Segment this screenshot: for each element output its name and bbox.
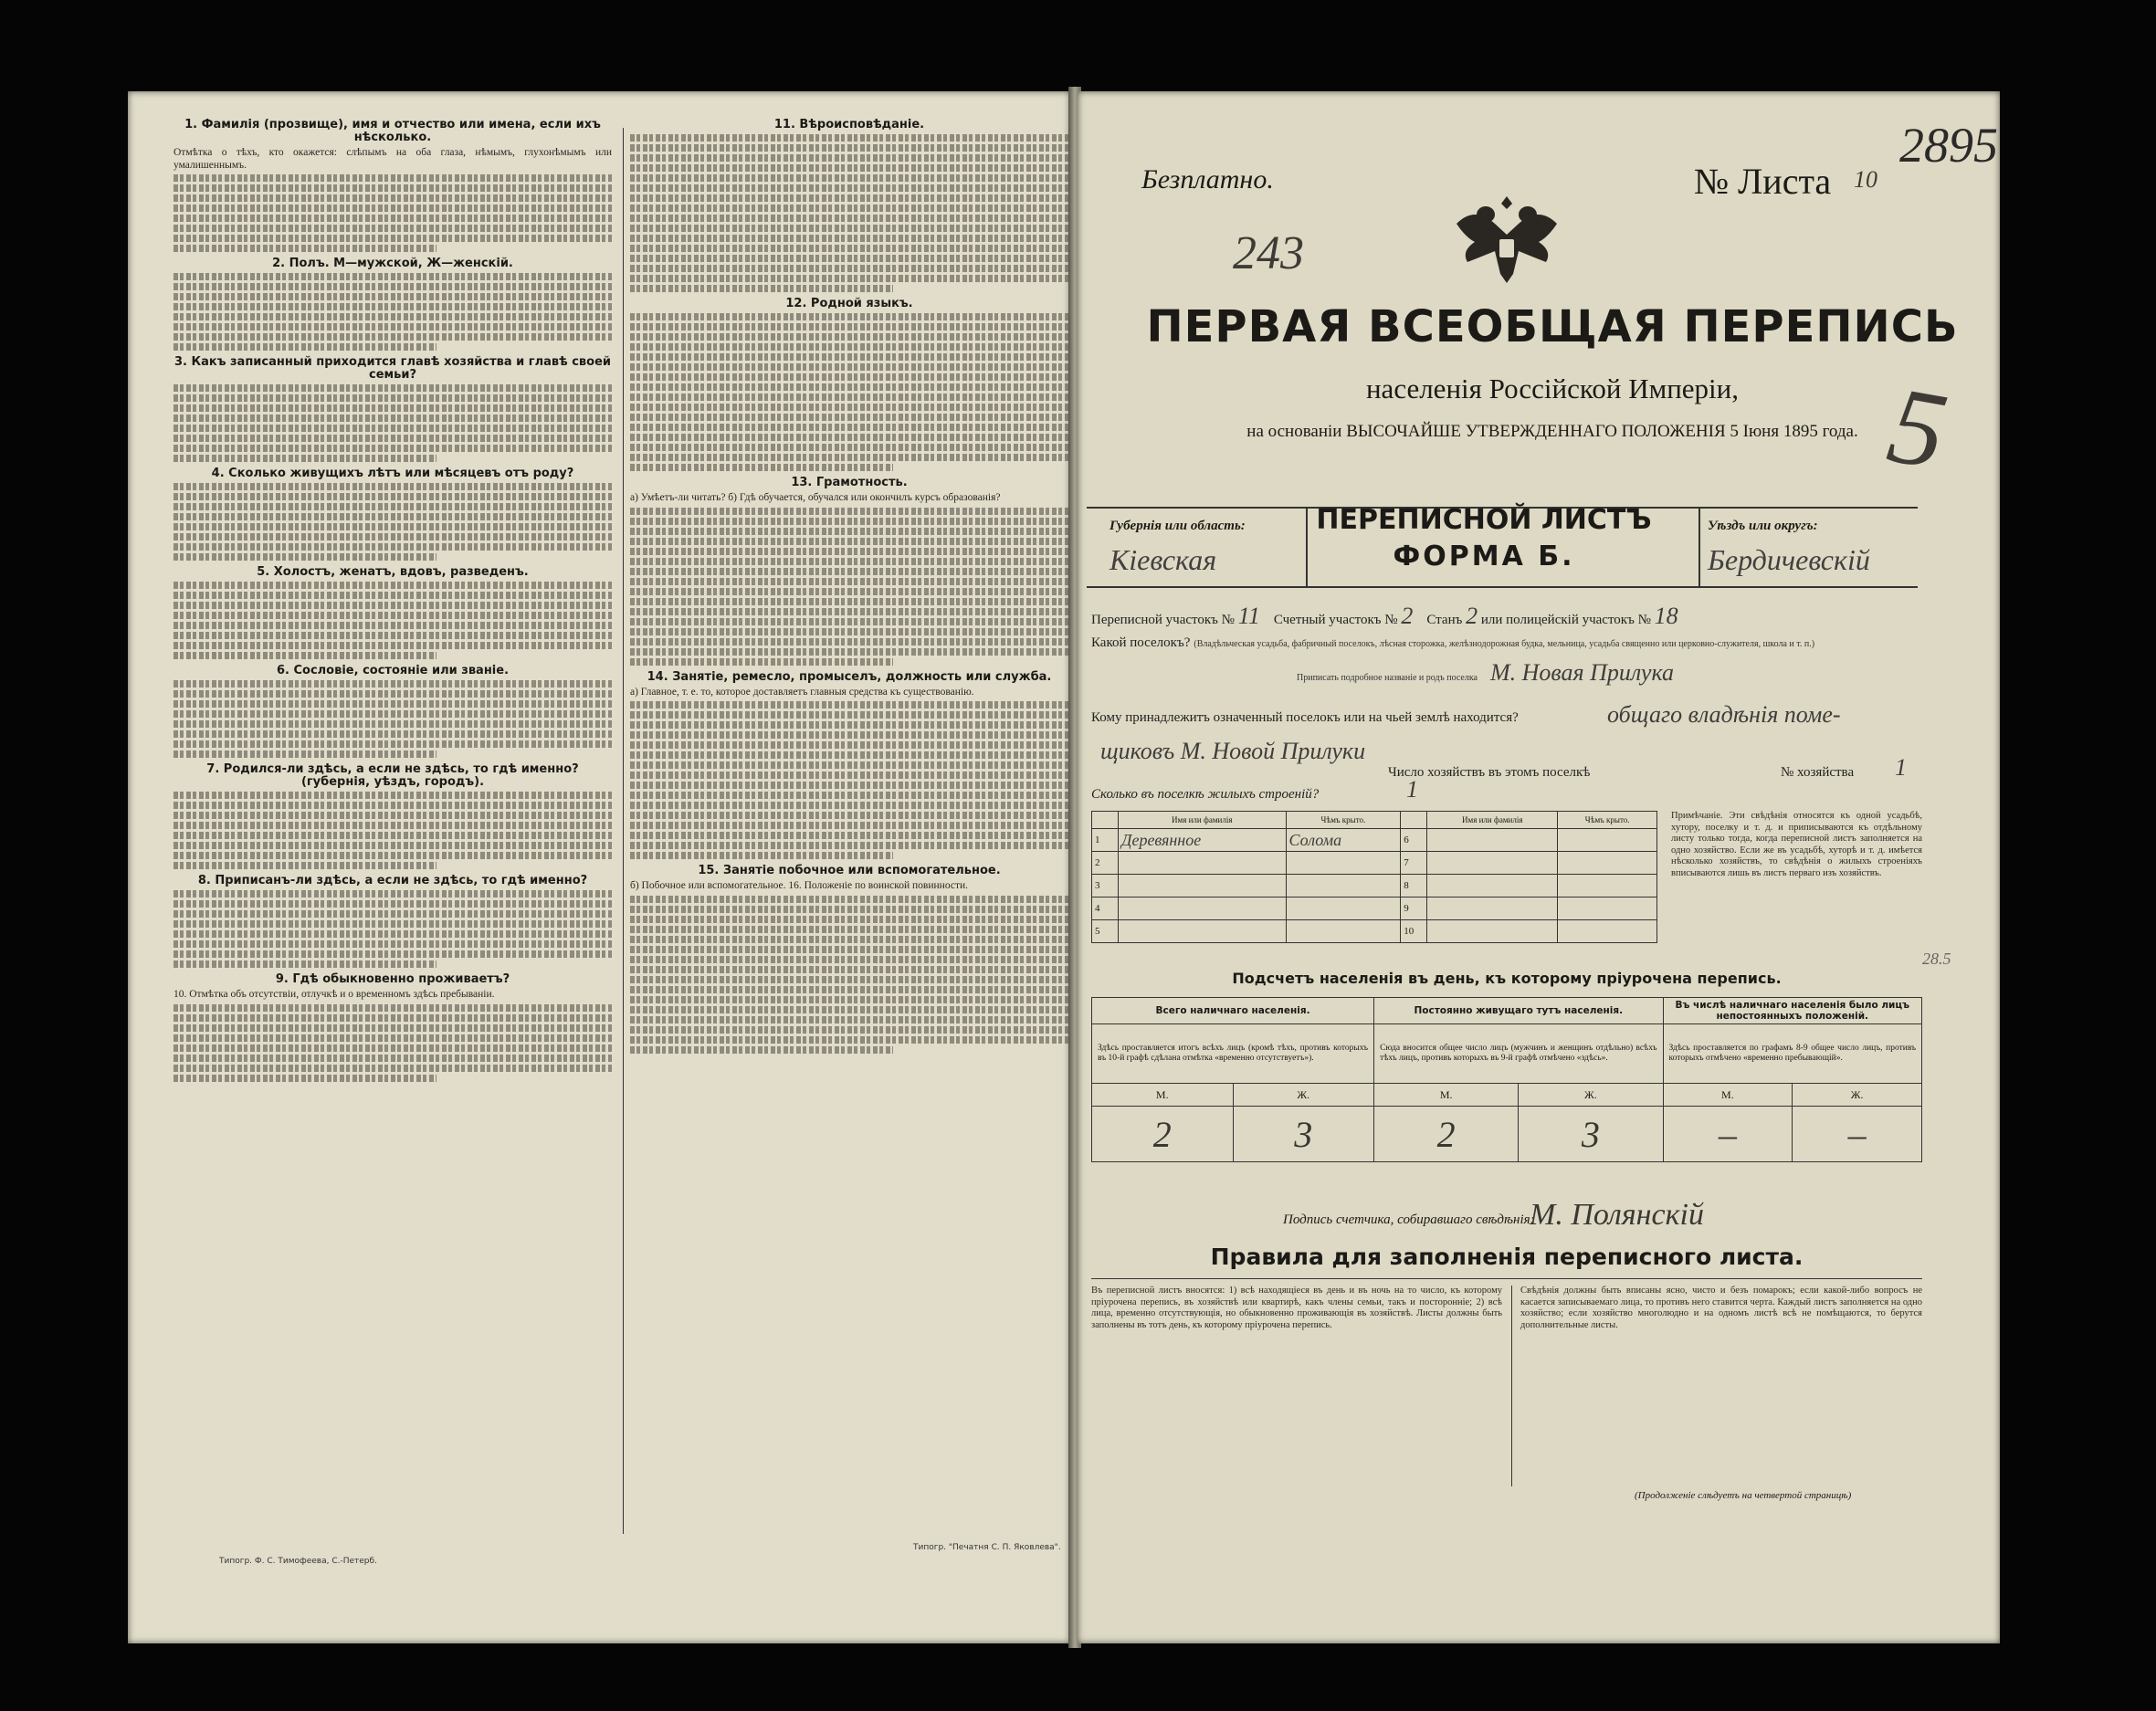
body-text-line — [174, 852, 612, 859]
body-text-line — [630, 598, 1068, 605]
row-number-2: 10 — [1401, 920, 1427, 943]
district-c-value: 2 — [1466, 603, 1478, 629]
body-text-line — [174, 740, 612, 748]
buildings-value: 1 — [1406, 776, 1418, 803]
body-text-line — [630, 812, 1068, 819]
count-desc-temporary: Здѣсь проставляется по графамъ 8-9 общее число лицъ, противъ которыхъ отмѣчено «временно пребывающій». — [1663, 1024, 1921, 1084]
body-text-line — [630, 548, 1068, 555]
body-text-line — [630, 832, 1068, 839]
body-text-line — [174, 415, 612, 422]
row-number-2: 9 — [1401, 897, 1427, 920]
body-text-line — [174, 313, 612, 320]
corner-archive-number: 2895 — [1899, 118, 1998, 173]
body-text-line — [630, 538, 1068, 545]
body-text-line — [174, 523, 612, 530]
document-title: ПЕРВАЯ ВСЕОБЩАЯ ПЕРЕПИСЬ — [1146, 301, 1959, 352]
body-text-line — [174, 1075, 436, 1082]
instruction-heading: 6. Сословіе, состояніе или званіе. — [276, 664, 510, 678]
body-text-line — [630, 1016, 1068, 1023]
table-row — [1092, 920, 1657, 943]
instruction-heading: 8. Приписанъ-ли здѣсь, а если не здѣсь, то гдѣ именно? — [197, 874, 588, 888]
double-headed-eagle-icon — [1438, 187, 1575, 288]
body-text-line — [630, 751, 1068, 759]
row-number-2: 7 — [1401, 852, 1427, 875]
body-text-line — [630, 792, 1068, 799]
count-header-permanent: Постоянно живущаго тутъ населенія. — [1374, 998, 1663, 1024]
body-text-line — [630, 424, 1068, 431]
count-value: 3 — [1519, 1107, 1663, 1162]
body-text-line — [174, 1065, 612, 1072]
body-text-line — [630, 638, 1068, 646]
body-text-line — [630, 802, 1068, 809]
buildings-note: Примѣчаніе. Эти свѣдѣнія относятся къ одной усадьбѣ, хутору, поселку и т. д. и приписываются къ отдѣльному листу только тогда, когда переписной листъ заполняется на одно хозяйство. Если же въ усадьбѣ, хуторѣ и т. д. имѣется нѣсколько хозяйствъ, то свѣдѣнія о жилыхъ строеніяхъ вписываются лишь въ листъ перваго изъ хозяйствъ. — [1671, 811, 1922, 878]
body-text-line — [630, 444, 1068, 451]
body-text-line — [630, 285, 893, 292]
count-value: 2 — [1092, 1107, 1234, 1162]
bt-header-name-2: Имя или фамилія — [1427, 812, 1558, 829]
buildings-table — [1091, 811, 1657, 943]
signature-value: М. Полянскій — [1530, 1198, 1704, 1232]
body-text-line — [630, 454, 1068, 461]
household-number-value: 1 — [1895, 754, 1907, 781]
body-text-line — [630, 184, 1068, 192]
free-label: Безплатно. — [1141, 164, 1274, 194]
province-value: Кіевская — [1110, 543, 1217, 576]
body-text-line — [174, 293, 612, 300]
body-text-line — [630, 394, 1068, 401]
body-text-line — [174, 533, 612, 541]
district-a-label: Переписной участокъ № — [1091, 613, 1235, 627]
instruction-body: а) Умѣетъ-ли читать? б) Гдѣ обучается, обучался или окончилъ курсъ образованія? — [630, 492, 1001, 503]
printer-footer-right: Типогр. "Печатня С. П. Яковлева". — [913, 1543, 1061, 1552]
sheet-number-value: 10 — [1854, 166, 1877, 193]
body-text-line — [630, 194, 1068, 202]
table-row — [1092, 852, 1657, 875]
body-text-line — [630, 558, 1068, 565]
sheet-number-label: № Листа — [1694, 161, 1832, 202]
form-subtitle: ФОРМА Б. — [1393, 541, 1575, 572]
body-text-line — [630, 996, 1068, 1003]
sex-zh: Ж. — [1793, 1084, 1922, 1107]
settlement-label: Какой поселокъ? — [1091, 635, 1191, 650]
body-text-line — [630, 373, 1068, 381]
row-number: 4 — [1092, 897, 1119, 920]
header-divider-left — [1306, 507, 1308, 586]
body-text-line — [174, 720, 612, 728]
left-column-b — [630, 119, 1068, 1543]
body-text-line — [630, 1026, 1068, 1034]
body-text-line — [630, 323, 1068, 331]
count-value: 2 — [1374, 1107, 1519, 1162]
instruction-body: Отмѣтка о тѣхъ, кто окажется: слѣпымъ на оба глаза, нѣмымъ, глухонѣмымъ или умалишеннымъ. — [174, 147, 612, 171]
building-name: Деревянное — [1119, 829, 1287, 852]
instruction-section — [174, 467, 612, 561]
body-text-line — [630, 986, 1068, 993]
district-line — [1091, 603, 1678, 630]
body-text-line — [630, 333, 1068, 341]
body-text-line — [630, 568, 1068, 575]
body-text-line — [174, 700, 612, 708]
instruction-section — [630, 119, 1068, 292]
body-text-line — [174, 343, 436, 351]
body-text-line — [630, 946, 1068, 953]
body-text-line — [630, 1006, 1068, 1013]
body-text-line — [174, 445, 612, 452]
pencil-mark: 5 — [1879, 362, 1956, 493]
body-text-line — [174, 582, 612, 589]
rules-continued: (Продолженіе слѣдуетъ на четвертой страницѣ) — [1635, 1490, 1852, 1501]
body-text-line — [174, 642, 612, 649]
count-value: 3 — [1233, 1107, 1374, 1162]
body-text-line — [174, 680, 612, 688]
body-text-line — [174, 283, 612, 290]
count-header-temporary: Въ числѣ наличнаго населенія было лицъ непостоянныхъ положеній. — [1663, 998, 1921, 1024]
instruction-heading: 7. Родился-ли здѣсь, а если не здѣсь, то гдѣ именно? (губернія, уѣздъ, городъ). — [206, 762, 579, 790]
body-text-line — [630, 235, 1068, 242]
body-text-line — [174, 384, 612, 392]
body-text-line — [174, 792, 612, 799]
body-text-line — [630, 842, 1068, 849]
body-text-line — [174, 1014, 612, 1022]
body-text-line — [630, 245, 1068, 252]
district-a-value: 11 — [1237, 603, 1260, 629]
rules-divider — [1091, 1278, 1922, 1279]
body-text-line — [174, 812, 612, 819]
body-text-line — [630, 966, 1068, 973]
instruction-section — [630, 671, 1068, 860]
header-divider-right — [1699, 507, 1700, 586]
instruction-section — [174, 566, 612, 659]
row-number-2: 8 — [1401, 875, 1427, 897]
body-text-line — [174, 503, 612, 510]
settlement-hint: (Владѣльческая усадьба, фабричный поселокъ, лѣсная сторожка, желѣзнодорожная будка, мельница, усадьба священно или церковно-служителя, школа и т. п.) — [1194, 639, 1815, 649]
table-row — [1092, 829, 1657, 852]
sex-zh: Ж. — [1233, 1084, 1374, 1107]
bt-header-roof: Чѣмъ крыто. — [1286, 812, 1401, 829]
printer-footer-left: Типогр. Ф. С. Тимофеева, С.-Петерб. — [219, 1557, 377, 1566]
body-text-line — [630, 275, 1068, 282]
instruction-section — [630, 865, 1068, 1054]
body-text-line — [630, 701, 1068, 709]
body-text-line — [174, 900, 612, 908]
instruction-section — [174, 356, 612, 462]
body-text-line — [630, 404, 1068, 411]
body-text-line — [174, 592, 612, 599]
body-text-line — [174, 225, 612, 232]
body-text-line — [630, 174, 1068, 182]
body-text-line — [630, 608, 1068, 615]
body-text-line — [174, 553, 436, 561]
body-text-line — [174, 622, 612, 629]
body-text-line — [174, 323, 612, 331]
settlement-hint-2: Приписать подробное названіе и родъ поселка — [1297, 673, 1478, 683]
body-text-line — [630, 215, 1068, 222]
row-number: 3 — [1092, 875, 1119, 897]
body-text-line — [630, 1046, 893, 1054]
instruction-heading: 5. Холостъ, женатъ, вдовъ, разведенъ. — [257, 565, 529, 580]
row-number: 1 — [1092, 829, 1119, 852]
body-text-line — [174, 483, 612, 490]
households-label: Число хозяйствъ въ этомъ поселкѣ — [1388, 765, 1591, 780]
body-text-line — [174, 1004, 612, 1012]
sex-m: М. — [1092, 1084, 1234, 1107]
body-text-line — [174, 513, 612, 520]
body-text-line — [174, 303, 612, 310]
body-text-line — [174, 950, 612, 958]
body-text-line — [630, 363, 1068, 371]
body-text-line — [174, 960, 436, 968]
district-b-label: Счетный участокъ № — [1273, 613, 1398, 627]
left-column-a — [174, 119, 612, 1543]
body-text-line — [630, 721, 1068, 729]
body-text-line — [174, 174, 612, 182]
bt-header-roof-2: Чѣмъ крыто. — [1558, 812, 1657, 829]
document-subtitle: населенія Россійской Имперіи, — [1365, 373, 1740, 404]
row-number: 2 — [1092, 852, 1119, 875]
instruction-heading: 1. Фамилія (прозвище), имя и отчество или имена, если ихъ нѣсколько. — [184, 119, 601, 144]
margin-pencil-note: 28.5 — [1922, 950, 1951, 968]
body-text-line — [174, 710, 612, 718]
body-text-line — [630, 383, 1068, 391]
instruction-section — [174, 875, 612, 968]
body-text-line — [630, 782, 1068, 789]
body-text-line — [174, 194, 612, 202]
sex-m: М. — [1663, 1084, 1793, 1107]
body-text-line — [630, 414, 1068, 421]
body-text-line — [630, 255, 1068, 262]
body-text-line — [630, 1036, 1068, 1044]
body-text-line — [174, 235, 612, 242]
body-text-line — [174, 602, 612, 609]
sex-zh: Ж. — [1519, 1084, 1663, 1107]
body-text-line — [630, 508, 1068, 515]
count-title: Подсчетъ населенія въ день, къ которому пріурочена перепись. — [1232, 970, 1782, 987]
row-number-2: 6 — [1401, 829, 1427, 852]
body-text-line — [630, 434, 1068, 441]
instruction-body: б) Побочное или вспомогательное. 16. Положеніе по воинской повинности. — [630, 880, 969, 892]
column-divider — [623, 128, 624, 1534]
body-text-line — [174, 920, 612, 928]
instruction-heading: 9. Гдѣ обыкновенно проживаетъ? — [275, 972, 510, 987]
body-text-line — [174, 930, 612, 938]
instruction-heading: 14. Занятіе, ремесло, промыселъ, должность или служба. — [647, 669, 1052, 684]
instruction-body: 10. Отмѣтка объ отсутствіи, отлучкѣ и о временномъ здѣсь пребываніи. — [174, 989, 495, 1001]
body-text-line — [630, 772, 1068, 779]
body-text-line — [630, 741, 1068, 749]
body-text-line — [630, 144, 1068, 152]
count-desc-permanent: Сюда вносится общее число лицъ (мужчинъ и женщинъ отдѣльно) всѣхъ тѣхъ лицъ, противъ которыхъ въ 9-й графѣ отмѣчено «здѣсь». — [1374, 1024, 1663, 1084]
household-number-label: № хозяйства — [1781, 765, 1855, 780]
body-text-line — [630, 588, 1068, 595]
body-text-line — [630, 936, 1068, 943]
settlement-value-row — [1297, 659, 1674, 687]
decree-line: на основаніи ВЫСОЧАЙШЕ УТВЕРЖДЕННАГО ПОЛОЖЕНІЯ 5 Іюня 1895 года. — [1246, 422, 1858, 441]
uezd-label: Уѣздъ или округъ: — [1708, 519, 1818, 533]
rules-column-divider — [1511, 1286, 1512, 1486]
uezd-value: Бердичевскій — [1708, 543, 1870, 576]
instruction-heading: 11. Вѣроисповѣданіе. — [773, 119, 925, 131]
body-text-line — [630, 648, 1068, 656]
owner-value-2: щиковъ М. Новой Прилуки — [1100, 738, 1366, 764]
body-text-line — [630, 164, 1068, 172]
bt-header-name: Имя или фамилія — [1119, 812, 1287, 829]
body-text-line — [174, 751, 436, 758]
body-text-line — [174, 455, 436, 462]
body-text-line — [174, 612, 612, 619]
body-text-line — [630, 205, 1068, 212]
instruction-section — [630, 298, 1068, 471]
instruction-heading: 4. Сколько живущихъ лѣтъ или мѣсяцевъ отъ роду? — [211, 467, 574, 481]
body-text-line — [174, 832, 612, 839]
body-text-line — [630, 225, 1068, 232]
instruction-heading: 12. Родной языкъ. — [785, 297, 913, 310]
district-d-value: 18 — [1654, 603, 1678, 629]
body-text-line — [630, 313, 1068, 320]
instruction-heading: 2. Полъ. М—мужской, Ж—женскій. — [272, 257, 513, 271]
rules-column-a: Въ переписной листъ вносятся: 1) всѣ находящіеся въ день и въ ночь на то число, къ которому пріурочена перепись, въ хозяйствѣ или квартирѣ, какъ члены семьи, такъ и посторонніе; 2) всѣ лица, временно отсутствующія, но обыкновенно проживающія въ хозяйствѣ. Листы должны быть заполнены въ тотъ день, къ которому пріурочена перепись. — [1091, 1286, 1502, 1330]
body-text-line — [174, 910, 612, 918]
settlement-block — [1091, 635, 1922, 651]
body-text-line — [174, 940, 612, 948]
body-text-line — [630, 464, 893, 471]
body-text-line — [630, 658, 893, 666]
count-value: – — [1793, 1107, 1922, 1162]
body-text-line — [174, 890, 612, 897]
count-desc-present: Здѣсь проставляется итогъ всѣхъ лицъ (кромѣ тѣхъ, противъ которыхъ въ 10-й графѣ сдѣлана отмѣтка «временно отсутствуетъ»). — [1092, 1024, 1374, 1084]
body-text-line — [630, 628, 1068, 635]
row-number: 5 — [1092, 920, 1119, 943]
instruction-body: а) Главное, т. е. то, которое доставляетъ главныя средства къ существованію. — [630, 686, 974, 698]
body-text-line — [174, 862, 436, 869]
population-count-table — [1091, 997, 1922, 1162]
district-b-value: 2 — [1401, 603, 1414, 629]
body-text-line — [174, 493, 612, 500]
body-text-line — [174, 1055, 612, 1062]
body-text-line — [174, 632, 612, 639]
body-text-line — [630, 134, 1068, 142]
body-text-line — [174, 822, 612, 829]
body-text-line — [630, 618, 1068, 625]
body-text-line — [630, 916, 1068, 923]
body-text-line — [630, 852, 893, 859]
body-text-line — [630, 578, 1068, 585]
body-text-line — [174, 425, 612, 432]
pencil-number: 243 — [1233, 227, 1304, 279]
body-text-line — [174, 652, 436, 659]
instruction-heading: 13. Грамотность. — [791, 476, 908, 489]
body-text-line — [174, 1044, 612, 1052]
count-header-present: Всего наличнаго населенія. — [1092, 998, 1374, 1024]
body-text-line — [630, 154, 1068, 162]
body-text-line — [174, 1024, 612, 1032]
rules-column-b: Свѣдѣнія должны быть вписаны ясно, чисто и безъ помарокъ; если какой-либо вопросъ не касается записываемаго лица, то противъ него ставится черта. Каждый листъ заполняется на одно хозяйство; если хозяйство многолюдно и на одномъ листѣ всѣ не помѣщаются, то берутся дополнительные листы. — [1520, 1286, 1922, 1330]
body-text-line — [630, 518, 1068, 525]
owner-value-1: общаго владѣнія поме- — [1607, 701, 1841, 728]
body-text-line — [630, 731, 1068, 739]
body-text-line — [174, 690, 612, 698]
table-row — [1092, 897, 1657, 920]
sex-m: М. — [1374, 1084, 1519, 1107]
settlement-value: М. Новая Прилука — [1490, 659, 1674, 686]
body-text-line — [174, 184, 612, 192]
body-text-line — [630, 926, 1068, 933]
signature-label: Подпись счетчика, собиравшаго свѣдѣнія: — [1283, 1212, 1535, 1227]
form-title: ПЕРЕПИСНОЙ ЛИСТЪ — [1316, 504, 1652, 536]
body-text-line — [174, 1034, 612, 1042]
owner-label: Кому принадлежитъ означенный поселокъ или на чьей землѣ находится? — [1091, 710, 1519, 725]
district-d-label: или полицейскій участокъ № — [1480, 613, 1651, 627]
body-text-line — [630, 906, 1068, 913]
body-text-line — [174, 802, 612, 809]
body-text-line — [174, 215, 612, 222]
body-text-line — [630, 896, 1068, 903]
rules-title: Правила для заполненія переписного листа. — [1210, 1244, 1804, 1270]
body-text-line — [630, 711, 1068, 719]
body-text-line — [174, 394, 612, 402]
body-text-line — [174, 730, 612, 738]
body-text-line — [174, 205, 612, 212]
instruction-section — [174, 973, 612, 1082]
body-text-line — [174, 333, 612, 341]
table-row — [1092, 875, 1657, 897]
body-text-line — [174, 273, 612, 280]
body-text-line — [630, 956, 1068, 963]
body-text-line — [174, 435, 612, 442]
instruction-heading: 15. Занятіе побочное или вспомогательное. — [698, 864, 1001, 878]
buildings-label: Сколько въ поселкѣ жилыхъ строеній? — [1091, 787, 1320, 802]
instruction-heading: 3. Какъ записанный приходится главѣ хозяйства и главѣ своей семьи? — [174, 355, 612, 383]
body-text-line — [630, 822, 1068, 829]
body-text-line — [630, 343, 1068, 351]
count-value: – — [1663, 1107, 1793, 1162]
building-roof: Солома — [1286, 829, 1401, 852]
body-text-line — [630, 353, 1068, 361]
province-label: Губернія или область: — [1110, 519, 1246, 533]
body-text-line — [630, 761, 1068, 769]
body-text-line — [174, 245, 436, 252]
instruction-section — [174, 257, 612, 351]
instruction-section — [174, 665, 612, 758]
instruction-section — [174, 119, 612, 252]
district-c-label: Станъ — [1426, 613, 1463, 627]
instruction-section — [630, 477, 1068, 666]
body-text-line — [630, 265, 1068, 272]
body-text-line — [630, 976, 1068, 983]
body-text-line — [174, 842, 612, 849]
body-text-line — [174, 543, 612, 551]
body-text-line — [630, 528, 1068, 535]
body-text-line — [174, 404, 612, 412]
instruction-section — [174, 763, 612, 869]
